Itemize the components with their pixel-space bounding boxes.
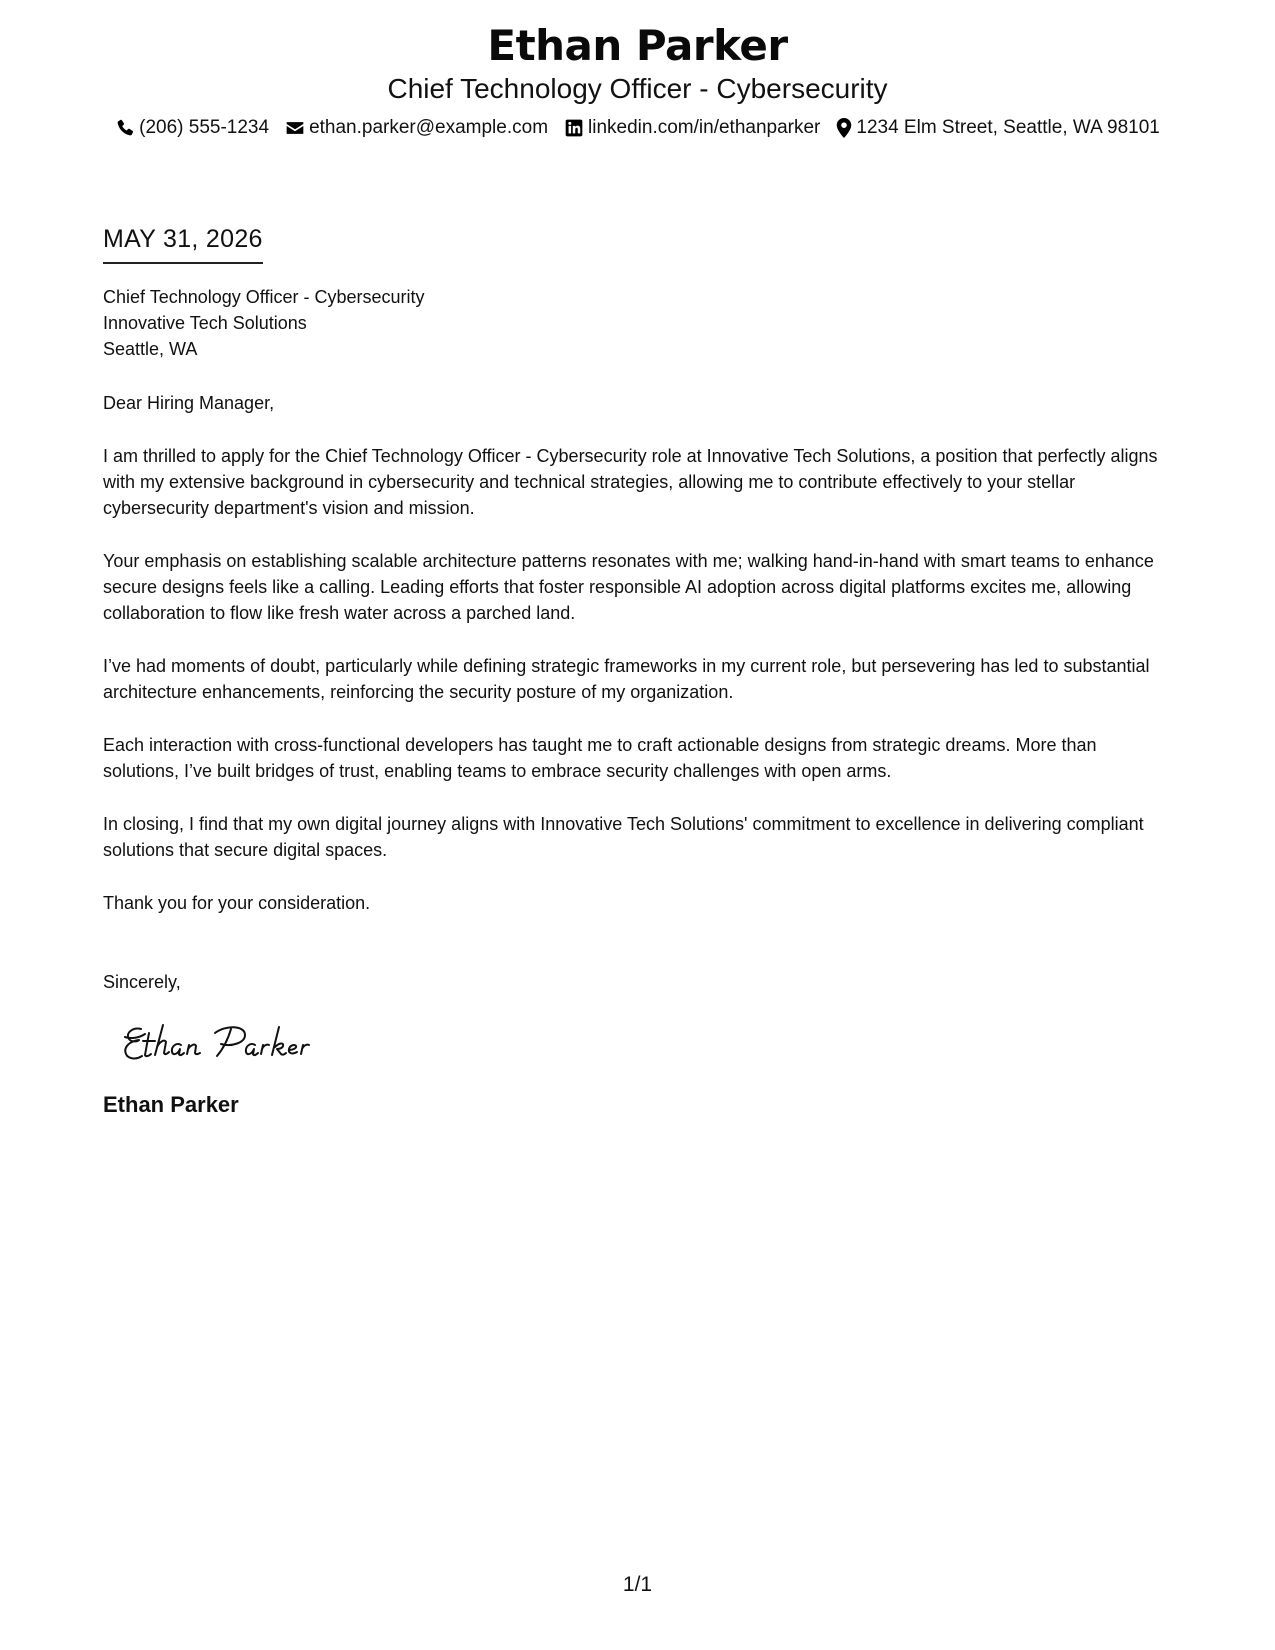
phone-text: (206) 555-1234	[139, 117, 270, 138]
applicant-title: Chief Technology Officer - Cybersecurity	[387, 73, 888, 104]
applicant-name: Ethan Parker	[487, 21, 788, 70]
letter-body	[103, 222, 1175, 1119]
recipient-company: Innovative Tech Solutions	[103, 313, 307, 333]
contact-phone	[115, 116, 269, 140]
contact-info	[0, 116, 1275, 140]
sign-off: Sincerely,	[103, 972, 181, 992]
map-pin-icon	[836, 118, 852, 138]
linkedin-icon	[564, 118, 584, 138]
phone-icon	[115, 118, 135, 138]
recipient-title: Chief Technology Officer - Cybersecurity	[103, 287, 425, 307]
recipient-location: Seattle, WA	[103, 339, 198, 359]
page-indicator: 1/1	[622, 1573, 653, 1596]
body-paragraph: I’ve had moments of doubt, particularly while defining strategic frameworks in my current role, but persevering has led to substantial architecture enhancements, reinforcing the security posture of my organization.	[103, 656, 1150, 702]
email-text: ethan.parker@example.com	[309, 117, 549, 138]
letter-header	[0, 18, 1275, 140]
closing-thanks: Thank you for your consideration.	[103, 893, 371, 913]
address-text: 1234 Elm Street, Seattle, WA 98101	[856, 117, 1160, 138]
recipient-block	[103, 284, 1175, 362]
salutation: Dear Hiring Manager,	[103, 393, 275, 413]
handwritten-signature	[119, 1015, 349, 1075]
linkedin-text: linkedin.com/in/ethanparker	[588, 117, 821, 138]
contact-email[interactable]	[285, 116, 548, 140]
body-paragraph: In closing, I find that my own digital journey aligns with Innovative Tech Solutions' commitment to excellence in delivering compliant solutions that secure digital spaces.	[103, 814, 1144, 860]
body-paragraph: I am thrilled to apply for the Chief Technology Officer - Cybersecurity role at Innovative Tech Solutions, a position that perfectly aligns with my extensive background in cybersecurity and technical strategies, allowing me to contribute effectively to your stellar cybersecurity department's vision and mission.	[103, 446, 1158, 518]
envelope-icon	[285, 118, 305, 138]
contact-linkedin[interactable]	[564, 116, 820, 140]
contact-address	[836, 116, 1159, 140]
letter-date: MAY 31, 2026	[103, 222, 263, 264]
body-paragraph: Each interaction with cross-functional developers has taught me to craft actionable designs from strategic dreams. More than solutions, I’ve built bridges of trust, enabling teams to embrace security challenges with open arms.	[103, 735, 1097, 781]
body-paragraph: Your emphasis on establishing scalable architecture patterns resonates with me; walking hand-in-hand with smart teams to enhance secure designs feels like a calling. Leading efforts that foster responsible AI adoption across digital platforms excites me, allowing collaboration to flow like fresh water across a parched land.	[103, 551, 1154, 623]
signer-name: Ethan Parker	[103, 1092, 239, 1117]
